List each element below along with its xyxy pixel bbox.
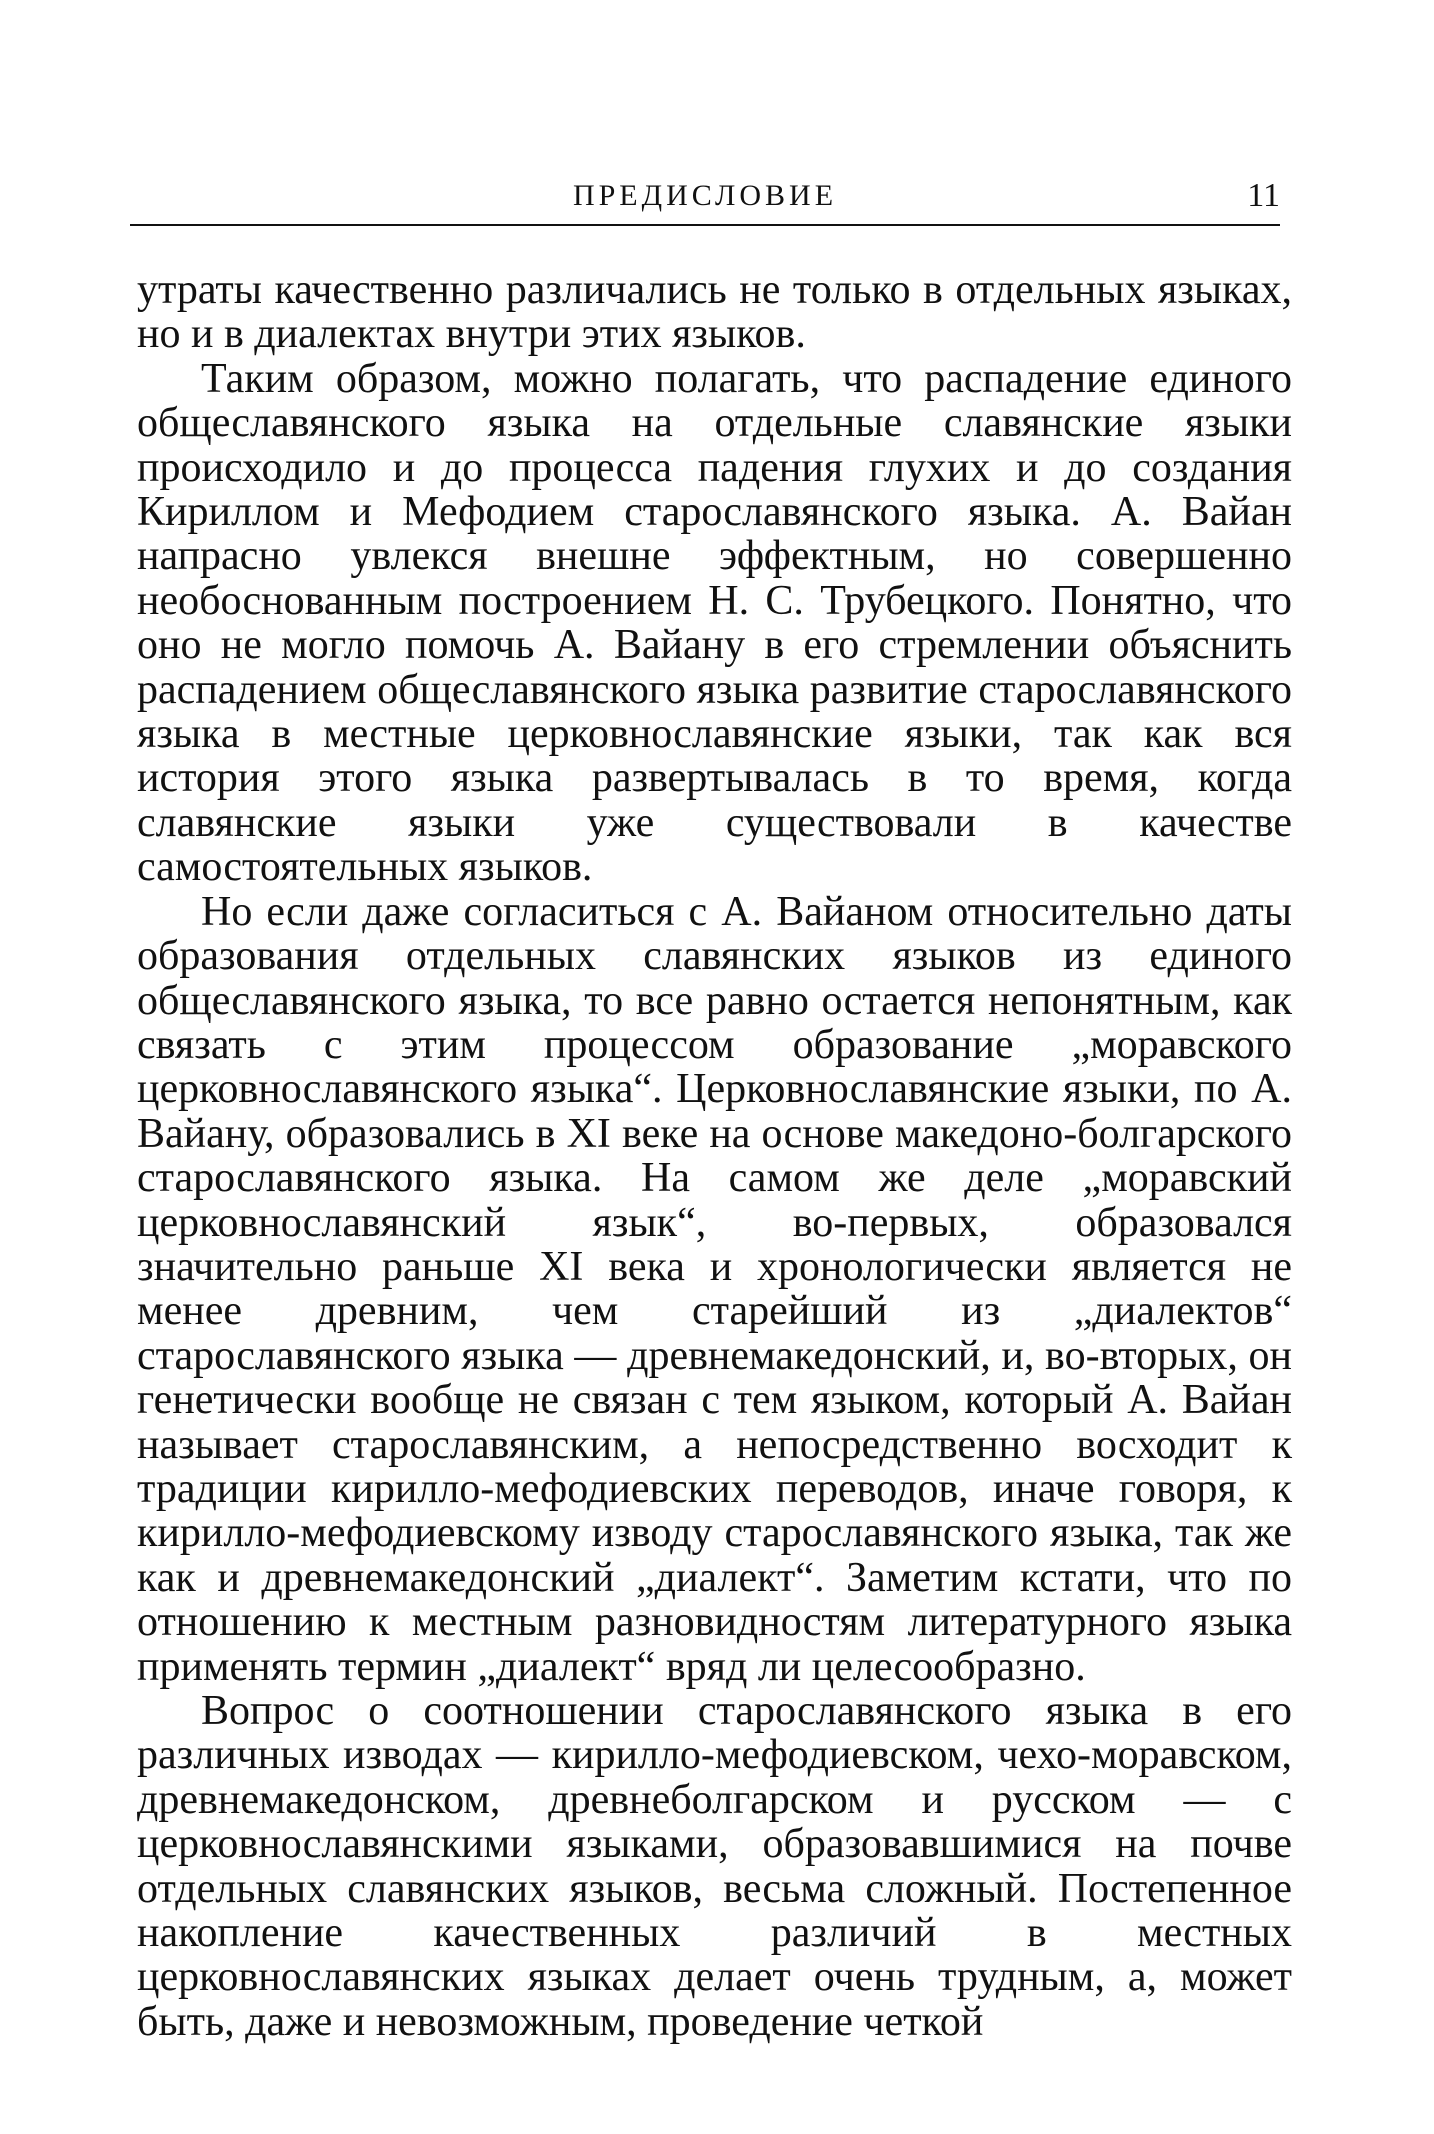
paragraph: Вопрос о соотношении старославянского языка в его различных изводах — кирилло-мефодиевском, чехо-моравском, древнемакедонском, древнеболгарском и русском — с церковнославянскими языками, образовавшимися на почве отдельных славянских языков, весьма сложный. Постепенное накопление качественных различий в местных церковнославянских языках делает очень трудным, а, может быть, даже и невозможным, проведение четкой	[137, 1688, 1292, 2045]
page-number: 11	[1247, 177, 1280, 214]
running-title: ПРЕДИСЛОВИЕ	[572, 179, 838, 212]
paragraph: Таким образом, можно полагать, что распадение единого общеславянского языка на отдельные славянские языки происходило и до процесса падения глухих и до создания Кириллом и Мефодием старославянского языка. А. Вайан напрасно увлекся внешне эффектным, но совершенно необоснованным построением Н. С. Трубецкого. Понятно, что оно не могло помочь А. Вайану в его стремлении объяснить распадением общеславянского языка развитие старославянского языка в местные церковнославянские языки, так как вся история этого языка развертывалась в то время, когда славянские языки уже существовали в качестве самостоятельных языков.	[137, 355, 1292, 891]
paragraph: утраты качественно различались не только в отдельных языках, но и в диалектах внутри этих языков.	[137, 267, 1292, 358]
body-text	[137, 268, 1292, 2044]
header-rule	[130, 224, 1280, 226]
running-header	[130, 176, 1280, 226]
paragraph: Но если даже согласиться с А. Вайаном относительно даты образования отдельных славянских языков из единого общеславянского языка, то все равно остается непонятным, как связать с этим процессом образование „моравского церковнославянского языка“. Церковнославянские языки, по А. Вайану, образовались в XI веке на основе македоно-болгарского старославянского языка. На самом же деле „моравский церковнославянский язык“, во-первых, образовался значительно раньше XI века и хронологически является не менее древним, чем старейший из „диалектов“ старославянского языка — древнемакедонский, и, во-вторых, он генетически вообще не связан с тем языком, который А. Вайан называет старославянским, а непосредственно восходит к традиции кирилло-мефодиевских переводов, иначе говоря, к кирилло-мефодиевскому изводу старославянского языка, так же как и древнемакедонский „диалект“. Заметим кстати, что по отношению к местным разновидностям литературного языка применять термин „диалект“ вряд ли целесообразно.	[137, 888, 1292, 1690]
